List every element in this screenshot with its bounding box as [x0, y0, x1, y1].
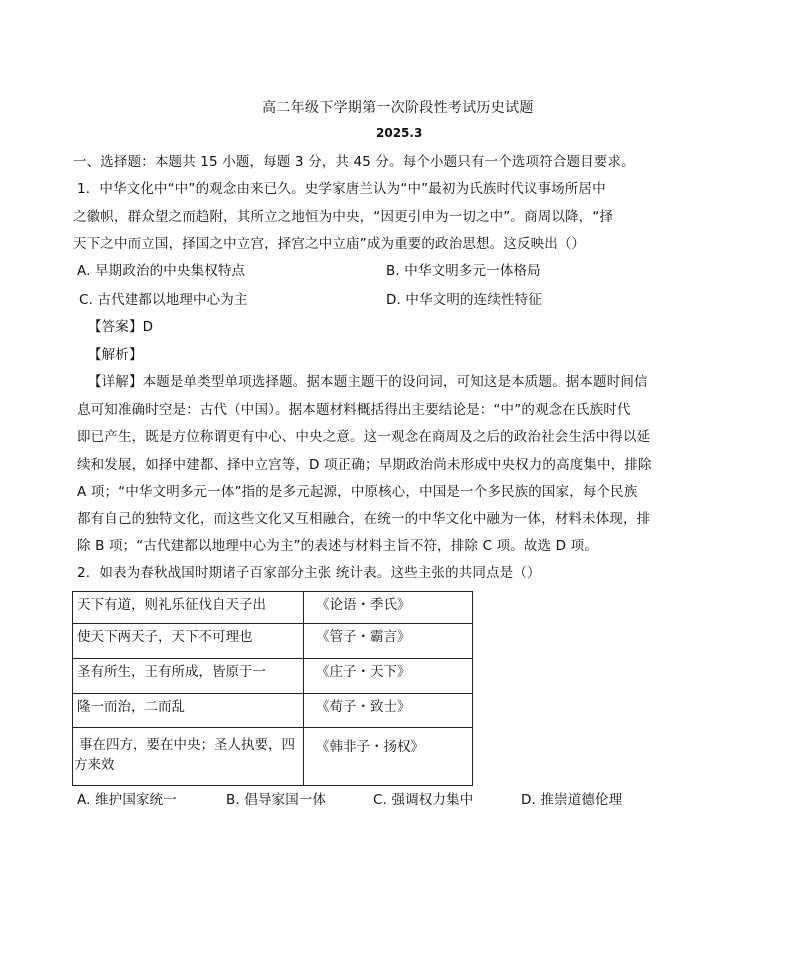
- q1-analysis-label: 【解析】: [88, 347, 143, 363]
- q1-stem-line1: 1．中华文化中“中”的观念由来已久。史学家唐兰认为“中”最初为氏族时代议事场所居中: [77, 181, 606, 197]
- table-cell-claim: 隆一而治，二而乱: [73, 694, 304, 728]
- exam-date: 2025.3: [376, 126, 423, 140]
- q1-detail-line4: 续和发展，如择中建都、择中立宫等，D 项正确；早期政治尚未形成中央权力的高度集中，排除: [77, 457, 652, 473]
- q2-option-b: B. 倡导家国一体: [226, 792, 327, 808]
- table-cell-claim: 天下有道，则礼乐征伐自天子出: [73, 592, 304, 624]
- q1-detail-line7: 除 B 项；“古代建都以地理中心为主”的表述与材料主旨不符，排除 C 项。故选 D 项。: [77, 538, 598, 554]
- table-row: [73, 624, 473, 659]
- table-cell-source: 《荀子・致士》: [304, 694, 473, 728]
- table-cell-source: 《庄子・天下》: [304, 659, 473, 694]
- q2-option-a: A. 维护国家统一: [77, 792, 177, 808]
- exam-title: 高二年级下学期第一次阶段性考试历史试题: [262, 100, 534, 116]
- q2-option-c: C. 强调权力集中: [373, 792, 474, 808]
- q2-stem: 2．如表为春秋战国时期诸子百家部分主张 统计表。这些主张的共同点是（）: [77, 565, 541, 581]
- table-row: [73, 728, 473, 786]
- q2-source-table: [72, 591, 473, 786]
- q1-detail-line6: 都有自己的独特文化，而这些文化又互相融合，在统一的中华文化中融为一体，材料未体现，排: [77, 511, 651, 527]
- section-heading: 一、选择题：本题共 15 小题，每题 3 分，共 45 分。每个小题只有一个选项符合题目要求。: [73, 154, 635, 170]
- table-cell-source: 《管子・霸言》: [304, 624, 473, 659]
- q1-option-b: B. 中华文明多元一体格局: [386, 263, 541, 279]
- q1-option-d: D. 中华文明的连续性特征: [386, 292, 542, 308]
- table-cell-claim: 使天下两天子，天下不可理也: [73, 624, 304, 659]
- table-cell-source: 《论语・季氏》: [304, 592, 473, 624]
- q1-stem-line2: 之徽帜，群众望之而趋附，其所立之地恒为中央，“因更引申为一切之中”。商周以降，“择: [73, 209, 614, 225]
- table-row: [73, 694, 473, 728]
- table-cell-claim: [73, 728, 304, 786]
- q1-stem-line3: 天下之中而立国，择国之中立宫，择宫之中立庙”成为重要的政治思想。这反映出（）: [73, 236, 586, 252]
- table-cell-source: 《韩非子・扬权》: [304, 728, 473, 786]
- q1-option-a: A. 早期政治的中央集权特点: [77, 263, 246, 279]
- q1-detail-line1: 【详解】本题是单类型单项选择题。据本题主题干的设问词，可知这是本质题。据本题时间信: [88, 374, 648, 390]
- q1-detail-line3: 即已产生，既是方位称谓更有中心、中央之意。这一观念在商周及之后的政治社会生活中得以延: [77, 429, 651, 445]
- q2-option-d: D. 推崇道德伦理: [521, 792, 623, 808]
- q1-answer: 【答案】D: [88, 319, 154, 335]
- table-row: [73, 592, 473, 624]
- q1-detail-line2: 息可知准确时空是：古代（中国）。据本题材料概括得出主要结论是：“中”的观念在氏族时代: [77, 402, 631, 418]
- table-cell-claim: 圣有所生，王有所成，皆原于一: [73, 659, 304, 694]
- claim-line: 方来效: [74, 757, 115, 773]
- claim-line: 事在四方，要在中央；圣人执要，四: [79, 737, 295, 753]
- q1-detail-line5: A 项；“中华文明多元一体”指的是多元起源，中原核心，中国是一个多民族的国家，每个民族: [77, 484, 638, 500]
- table-row: [73, 659, 473, 694]
- q1-option-c: C. 古代建都以地理中心为主: [79, 292, 248, 308]
